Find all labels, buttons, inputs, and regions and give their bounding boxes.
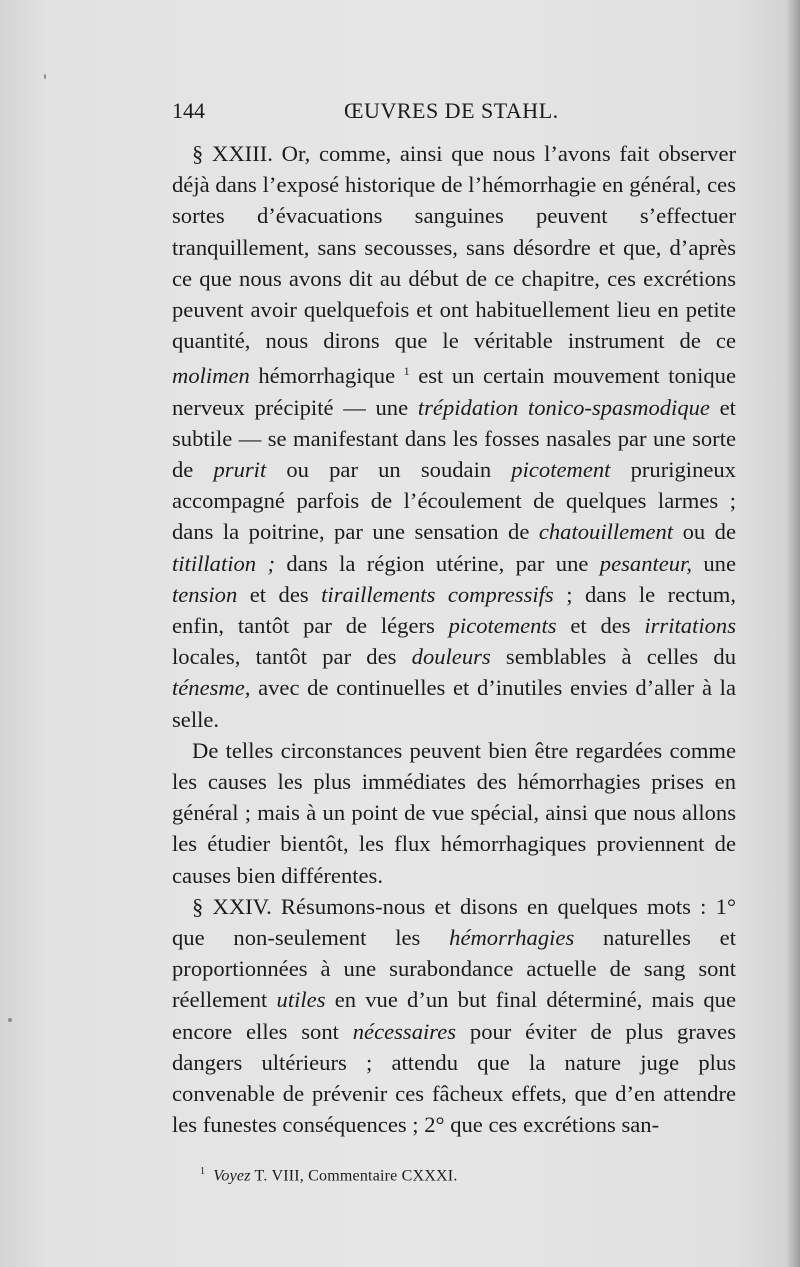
text-run: hémorrhagique [249,363,404,389]
footnote-reference: 1 [403,364,410,379]
italic-text: chatouillement [538,519,674,545]
paper-speck [8,1018,12,1022]
italic-text: tiraillements compressifs [321,581,554,607]
italic-text: utiles [276,987,326,1013]
footnote [200,1166,458,1185]
text-run: § XXIV. Résumons-nous et disons en quelques mots : 1° que non-seulement les [172,893,736,951]
italic-text: ténesme, [172,675,251,701]
paragraph [172,891,736,1141]
italic-text: irritations [644,613,737,639]
italic-text: trépidation tonico-spasmodique [417,394,710,420]
body-text [172,138,736,1141]
italic-text: douleurs [411,644,491,670]
text-run: § XXIII. Or, comme, ainsi que nous l’avons fait observer déjà dans l’exposé historique de l’hémorrhagie en général, ces sortes d’évacuations sanguines peuvent s’effectuer tranquillement, sans secousses, sans désordre et que, d’après ce que nous avons dit au début de ce chapitre, ces excrétions peuvent avoir quelquefois et ont habituellement lieu en petite quantité, nous dirons que le véritable instrument de ce [172,141,736,354]
paper-speck [44,74,46,79]
text-run: locales, tantôt par des [172,644,412,670]
text-run: ; dans le rectum, enfin, tantôt par de légers [172,581,737,639]
text-run: ou de [673,519,736,545]
italic-text: nécessaires [352,1018,457,1044]
text-run: est un certain mouvement tonique nerveux précipité — une [172,363,736,420]
text-run: naturelles et proportionnées à une surabondance actuelle de sang sont réellement [172,925,736,1013]
running-title: ŒUVRES DE STAHL. [344,98,559,123]
text-run: et des [556,613,645,639]
text-run: De telles circonstances peuvent bien être regardées comme les causes les plus immédiates des hémorrhagies prises en général ; mais à un point de vue spécial, ainsi que nous allons les étudier bientôt, les flux hémorrhagiques proviennent de causes bien différentes. [172,737,736,888]
italic-text: prurit [213,457,267,483]
text-run: une [692,550,737,576]
text-run: en vue d’un but final déterminé, mais que encore elles sont [172,987,736,1044]
italic-text: pesanteur, [599,550,693,576]
text-run: pour éviter de plus graves dangers ultérieurs ; attendu que la nature juge plus convenable de prévenir ces fâcheux effets, que d’en attendre les funestes conséquences ; 2° que ces excrétions san- [172,1018,737,1138]
page-edge-shadow [786,0,800,1267]
page-number: 144 [172,98,205,123]
text-run: prurigineux accompagné parfois de l’écoulement de quelques larmes ; dans la poitrine, par une sensation de [172,457,736,545]
italic-text: picotements [448,613,557,639]
text-run: dans la région utérine, par une [275,550,600,576]
text-run: avec de continuelles et d’inutiles envies d’aller à la selle. [172,675,736,732]
paragraph [172,138,736,735]
italic-text: tension [172,581,238,607]
footnote-see: Voyez [213,1167,251,1185]
paragraph [172,735,736,891]
text-run: et subtile — se manifestant dans les fosses nasales par une sorte de [172,394,736,483]
text-run: et des [237,581,322,607]
italic-text: picotement [511,457,611,483]
italic-text: hémorrhagies [449,925,575,951]
page-header [172,98,732,128]
text-run: semblables à celles du [490,644,736,670]
footnote-text: T. VIII, Commentaire CXXXI. [250,1167,458,1185]
italic-text: molimen [172,363,250,389]
italic-text: titillation ; [172,550,275,576]
footnote-marker: 1 [200,1166,206,1177]
text-run: ou par un soudain [266,457,512,483]
